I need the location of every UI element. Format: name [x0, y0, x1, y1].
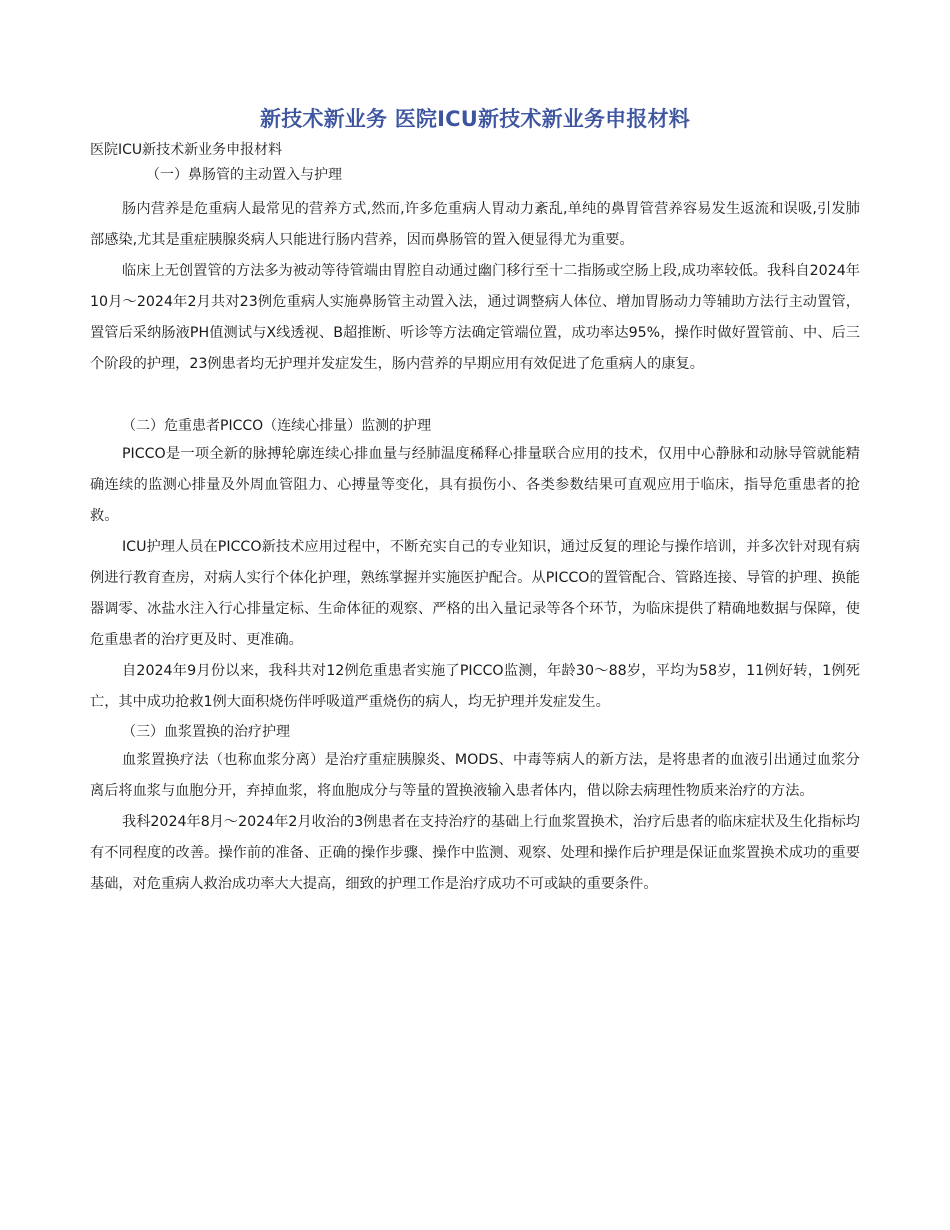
paragraph: 临床上无创置管的方法多为被动等待管端由胃腔自动通过幽门移行至十二指肠或空肠上段,成功率较低。我科自2024年10月～2024年2月共对23例危重病人实施鼻肠管主动置入法，通过调整病人体位、增加胃肠动力等辅助方法行主动置管，置管后采纳肠液PH值测试与X线透视、B超推断、听诊等方法确定管端位置，成功率达95%，操作时做好置管前、中、后三个阶段的护理，23例患者均无护理并发症发生，肠内营养的早期应用有效促进了危重病人的康复。 [90, 263, 860, 372]
paragraph: 肠内营养是危重病人最常见的营养方式,然而,许多危重病人胃动力紊乱,单纯的鼻胃管营养容易发生返流和误吸,引发肺部感染,尤其是重症胰腺炎病人只能进行肠内营养，因而鼻肠管的置入便显得尤为重要。 [90, 201, 860, 248]
paragraph: 我科2024年8月～2024年2月收治的3例患者在支持治疗的基础上行血浆置换术，治疗后患者的临床症状及生化指标均有不同程度的改善。操作前的准备、正确的操作步骤、操作中监测、观察、处理和操作后护理是保证血浆置换术成功的重要基础，对危重病人救治成功率大大提高，细致的护理工作是治疗成功不可或缺的重要条件。 [90, 814, 860, 892]
document-subtitle: 医院ICU新技术新业务申报材料 [90, 142, 283, 158]
section-heading-nasointestinal-tube: （一）鼻肠管的主动置入与护理 [146, 167, 342, 183]
document-title: 新技术新业务 医院ICU新技术新业务申报材料 [260, 107, 690, 131]
paragraph: 自2024年9月份以来，我科共对12例危重患者实施了PICCO监测，年龄30～88岁，平均为58岁，11例好转，1例死亡，其中成功抢救1例大面积烧伤伴呼吸道严重烧伤的病人，均无护理并发症发生。 [90, 663, 860, 710]
paragraph: ICU护理人员在PICCO新技术应用过程中，不断充实自己的专业知识，通过反复的理论与操作培训，并多次针对现有病例进行教育查房，对病人实行个体化护理，熟练掌握并实施医护配合。从PICCO的置管配合、管路连接、导管的护理、换能器调零、冰盐水注入行心排量定标、生命体征的观察、严格的出入量记录等各个环节，为临床提供了精确地数据与保障，使危重患者的治疗更及时、更准确。 [90, 539, 860, 648]
section-heading-plasma-exchange: （三）血浆置换的治疗护理 [122, 724, 290, 740]
paragraph: PICCO是一项全新的脉搏轮廓连续心排血量与经肺温度稀释心排量联合应用的技术，仅用中心静脉和动脉导管就能精确连续的监测心排量及外周血管阻力、心搏量等变化，具有损伤小、各类参数结果可直观应用于临床，指导危重患者的抢救。 [90, 446, 860, 524]
section-heading-picco-monitoring: （二）危重患者PICCO（连续心排量）监测的护理 [122, 418, 432, 434]
paragraph: 血浆置换疗法（也称血浆分离）是治疗重症胰腺炎、MODS、中毒等病人的新方法，是将患者的血液引出通过血浆分离后将血浆与血胞分开，弃掉血浆，将血胞成分与等量的置换液输入患者体内，借以除去病理性物质来治疗的方法。 [90, 752, 860, 799]
